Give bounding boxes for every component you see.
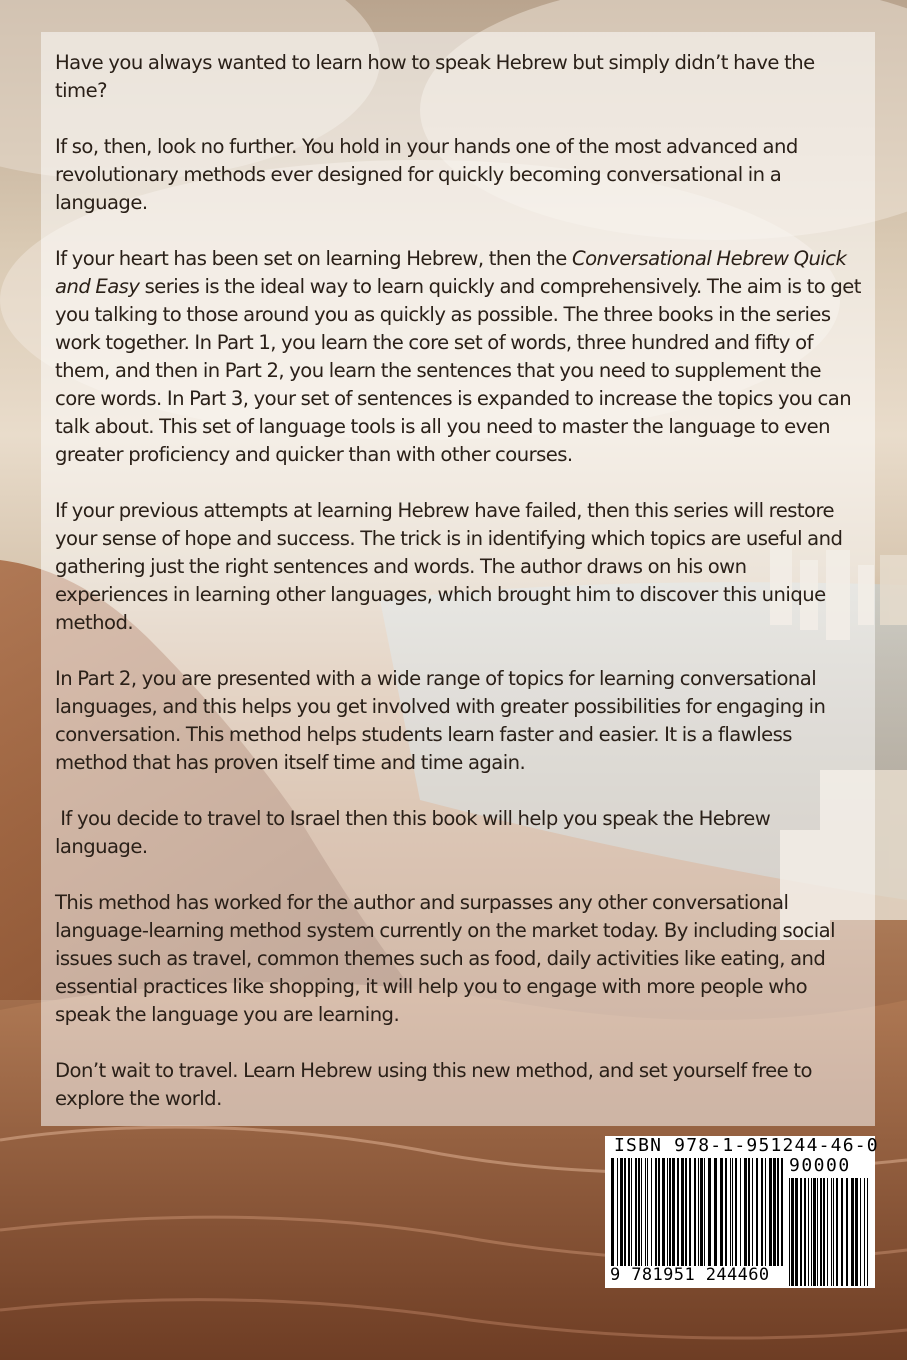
description-paragraph-7: This method has worked for the author and surpasses any other conversational language-learning method system currently on the market today. By including social issues such as travel, common themes such as food, daily activities like eating, and essential practices like shopping, it will help you to engage with more people who speak the language you are learning. [55, 891, 836, 1026]
isbn-barcode [605, 1135, 879, 1288]
description-paragraph-4: If your previous attempts at learning Hebrew have failed, then this series will restore your sense of hope and success. The trick is in identifying which topics are useful and gathering just the right sentences and words. The author draws on his own experiences in learning other languages, which brought him to discover this unique method. [55, 499, 843, 634]
paragraph-3-rest: series is the ideal way to learn quickly and comprehensively. The aim is to get you talking to those around you as quickly as possible. The three books in the series work together. In Part 1, you learn the core set of words, three hundred and fifty of them, and then in Part 2, you learn the sentences that you need to supplement the core words. In Part 3, your set of sentences is expanded to increase the topics you can talk about. This set of language tools is all you need to master the language to even greater proficiency and quicker than with other courses. [55, 275, 861, 466]
description-paragraph-8: Don’t wait to travel. Learn Hebrew using this new method, and set yourself free to explore the world. [55, 1059, 812, 1110]
description-paragraph-1: Have you always wanted to learn how to speak Hebrew but simply didn’t have the time? [55, 51, 815, 102]
description-paragraph-5: In Part 2, you are presented with a wide range of topics for learning conversational languages, and this helps you get involved with greater possibilities for engaging in conversation. This method helps students learn faster and easier. It is a flawless method that has proven itself time and time again. [55, 667, 826, 774]
paragraph-3-lead: If your heart has been set on learning Hebrew, then the [55, 247, 572, 270]
price-code: 90000 [789, 1155, 851, 1176]
series-title: Conversational Hebrew Quick and Easy [55, 247, 847, 298]
description-panel [41, 32, 875, 1126]
isbn-label: ISBN 978-1-951244-46-0 [614, 1135, 879, 1156]
description-paragraph-6: If you decide to travel to Israel then this book will help you speak the Hebrew language. [55, 807, 776, 858]
description-paragraph-3 [55, 245, 861, 469]
barcode-number: 9 781951 244460 [610, 1265, 770, 1285]
description-paragraph-2: If so, then, look no further. You hold in your hands one of the most advanced and revolutionary methods ever designed for quickly becoming conversational in a language. [55, 135, 798, 214]
